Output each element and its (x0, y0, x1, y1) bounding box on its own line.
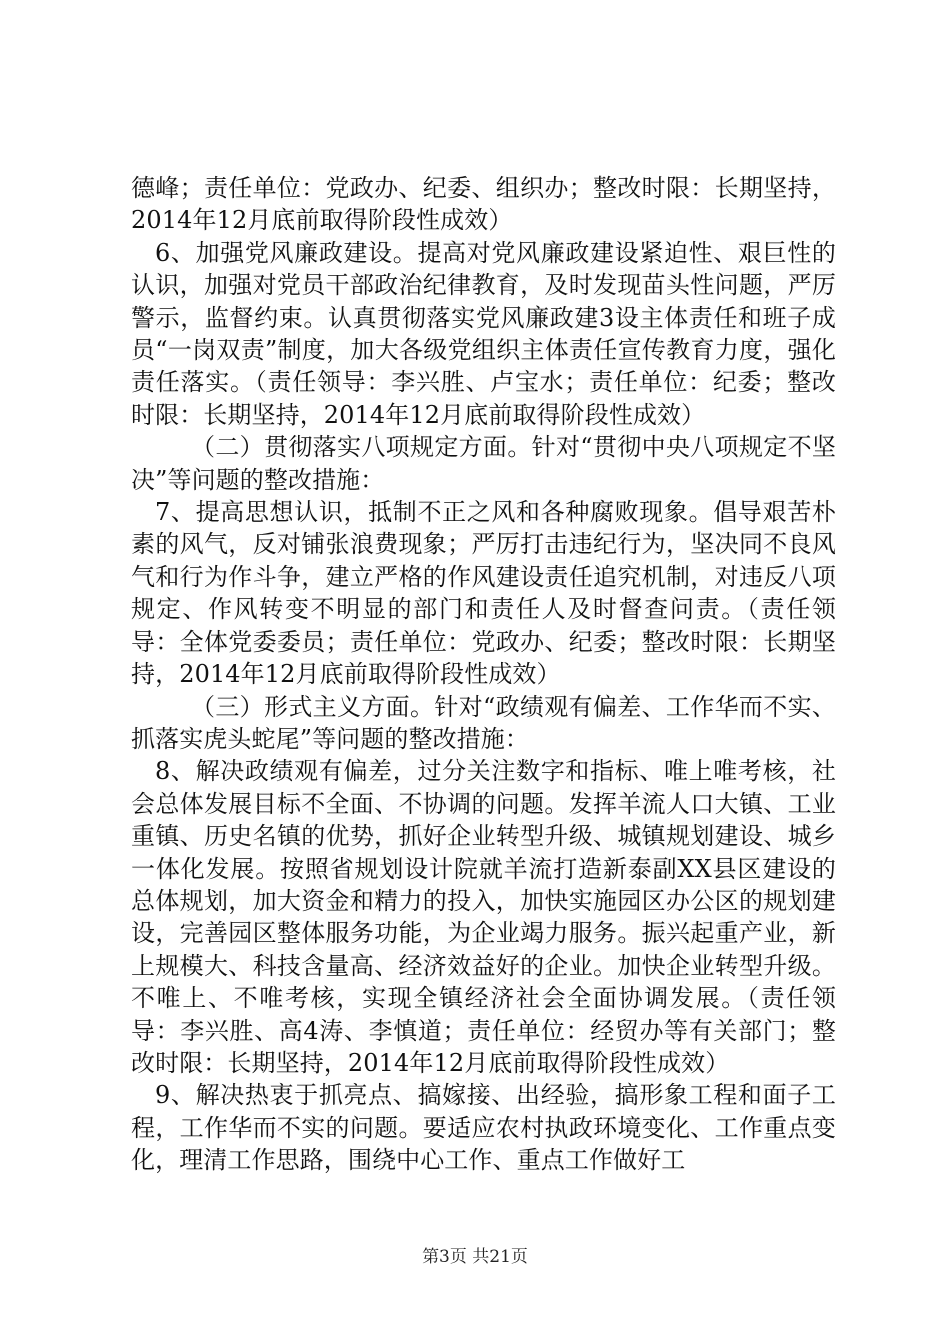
paragraph-item-7: 7、提高思想认识，抵制不正之风和各种腐败现象。倡导艰苦朴素的风气，反对铺张浪费现象；严厉打击违纪行为，坚决同不良风气和行为作斗争，建立严格的作风建设责任追究机制，对违反八项规定、作风转变不明显的部门和责任人及时督查问责。（责任领导：全体党委委员；责任单位：党政办、纪委；整改时限：长期坚持，2014年12月底前取得阶段性成效） (131, 498, 836, 689)
page-footer: 第3页 共21页 (422, 1247, 528, 1267)
section-heading-2: （二）贯彻落实八项规定方面。针对“贯彻中央八项规定不坚决”等问题的整改措施： (131, 433, 836, 494)
paragraph-continuation: 德峰；责任单位：党政办、纪委、组织办；整改时限：长期坚持，2014年12月底前取得阶段性成效） (131, 174, 836, 235)
paragraph-item-8: 8、解决政绩观有偏差，过分关注数字和指标、唯上唯考核，社会总体发展目标不全面、不协调的问题。发挥羊流人口大镇、工业重镇、历史名镇的优势，抓好企业转型升级、城镇规划建设、城乡一体化发展。按照省规划设计院就羊流打造新泰副XX县区建设的总体规划，加大资金和精力的投入，加快实施园区办公区的规划建设，完善园区整体服务功能，为企业竭力服务。振兴起重产业，新上规模大、科技含量高、经济效益好的企业。加快企业转型升级。不唯上、不唯考核，实现全镇经济社会全面协调发展。（责任领导：李兴胜、高4涛、李慎道；责任单位：经贸办等有关部门；整改时限：长期坚持，2014年12月底前取得阶段性成效） (131, 757, 836, 1077)
paragraph-item-9: 9、解决热衷于抓亮点、搞嫁接、出经验，搞形象工程和面子工程，工作华而不实的问题。要适应农村执政环境变化、工作重点变化，理清工作思路，围绕中心工作、重点工作做好工 (131, 1081, 836, 1175)
document-body (131, 172, 836, 1177)
paragraph-item-6: 6、加强党风廉政建设。提高对党风廉政建设紧迫性、艰巨性的认识，加强对党员干部政治纪律教育，及时发现苗头性问题，严厉警示，监督约束。认真贯彻落实党风廉政建3设主体责任和班子成员“一岗双责”制度，加大各级党组织主体责任宣传教育力度，强化责任落实。（责任领导：李兴胜、卢宝水；责任单位：纪委；整改时限：长期坚持，2014年12月底前取得阶段性成效） (131, 238, 836, 429)
section-heading-3: （三）形式主义方面。针对“政绩观有偏差、工作华而不实、抓落实虎头蛇尾”等问题的整改措施： (131, 692, 836, 753)
